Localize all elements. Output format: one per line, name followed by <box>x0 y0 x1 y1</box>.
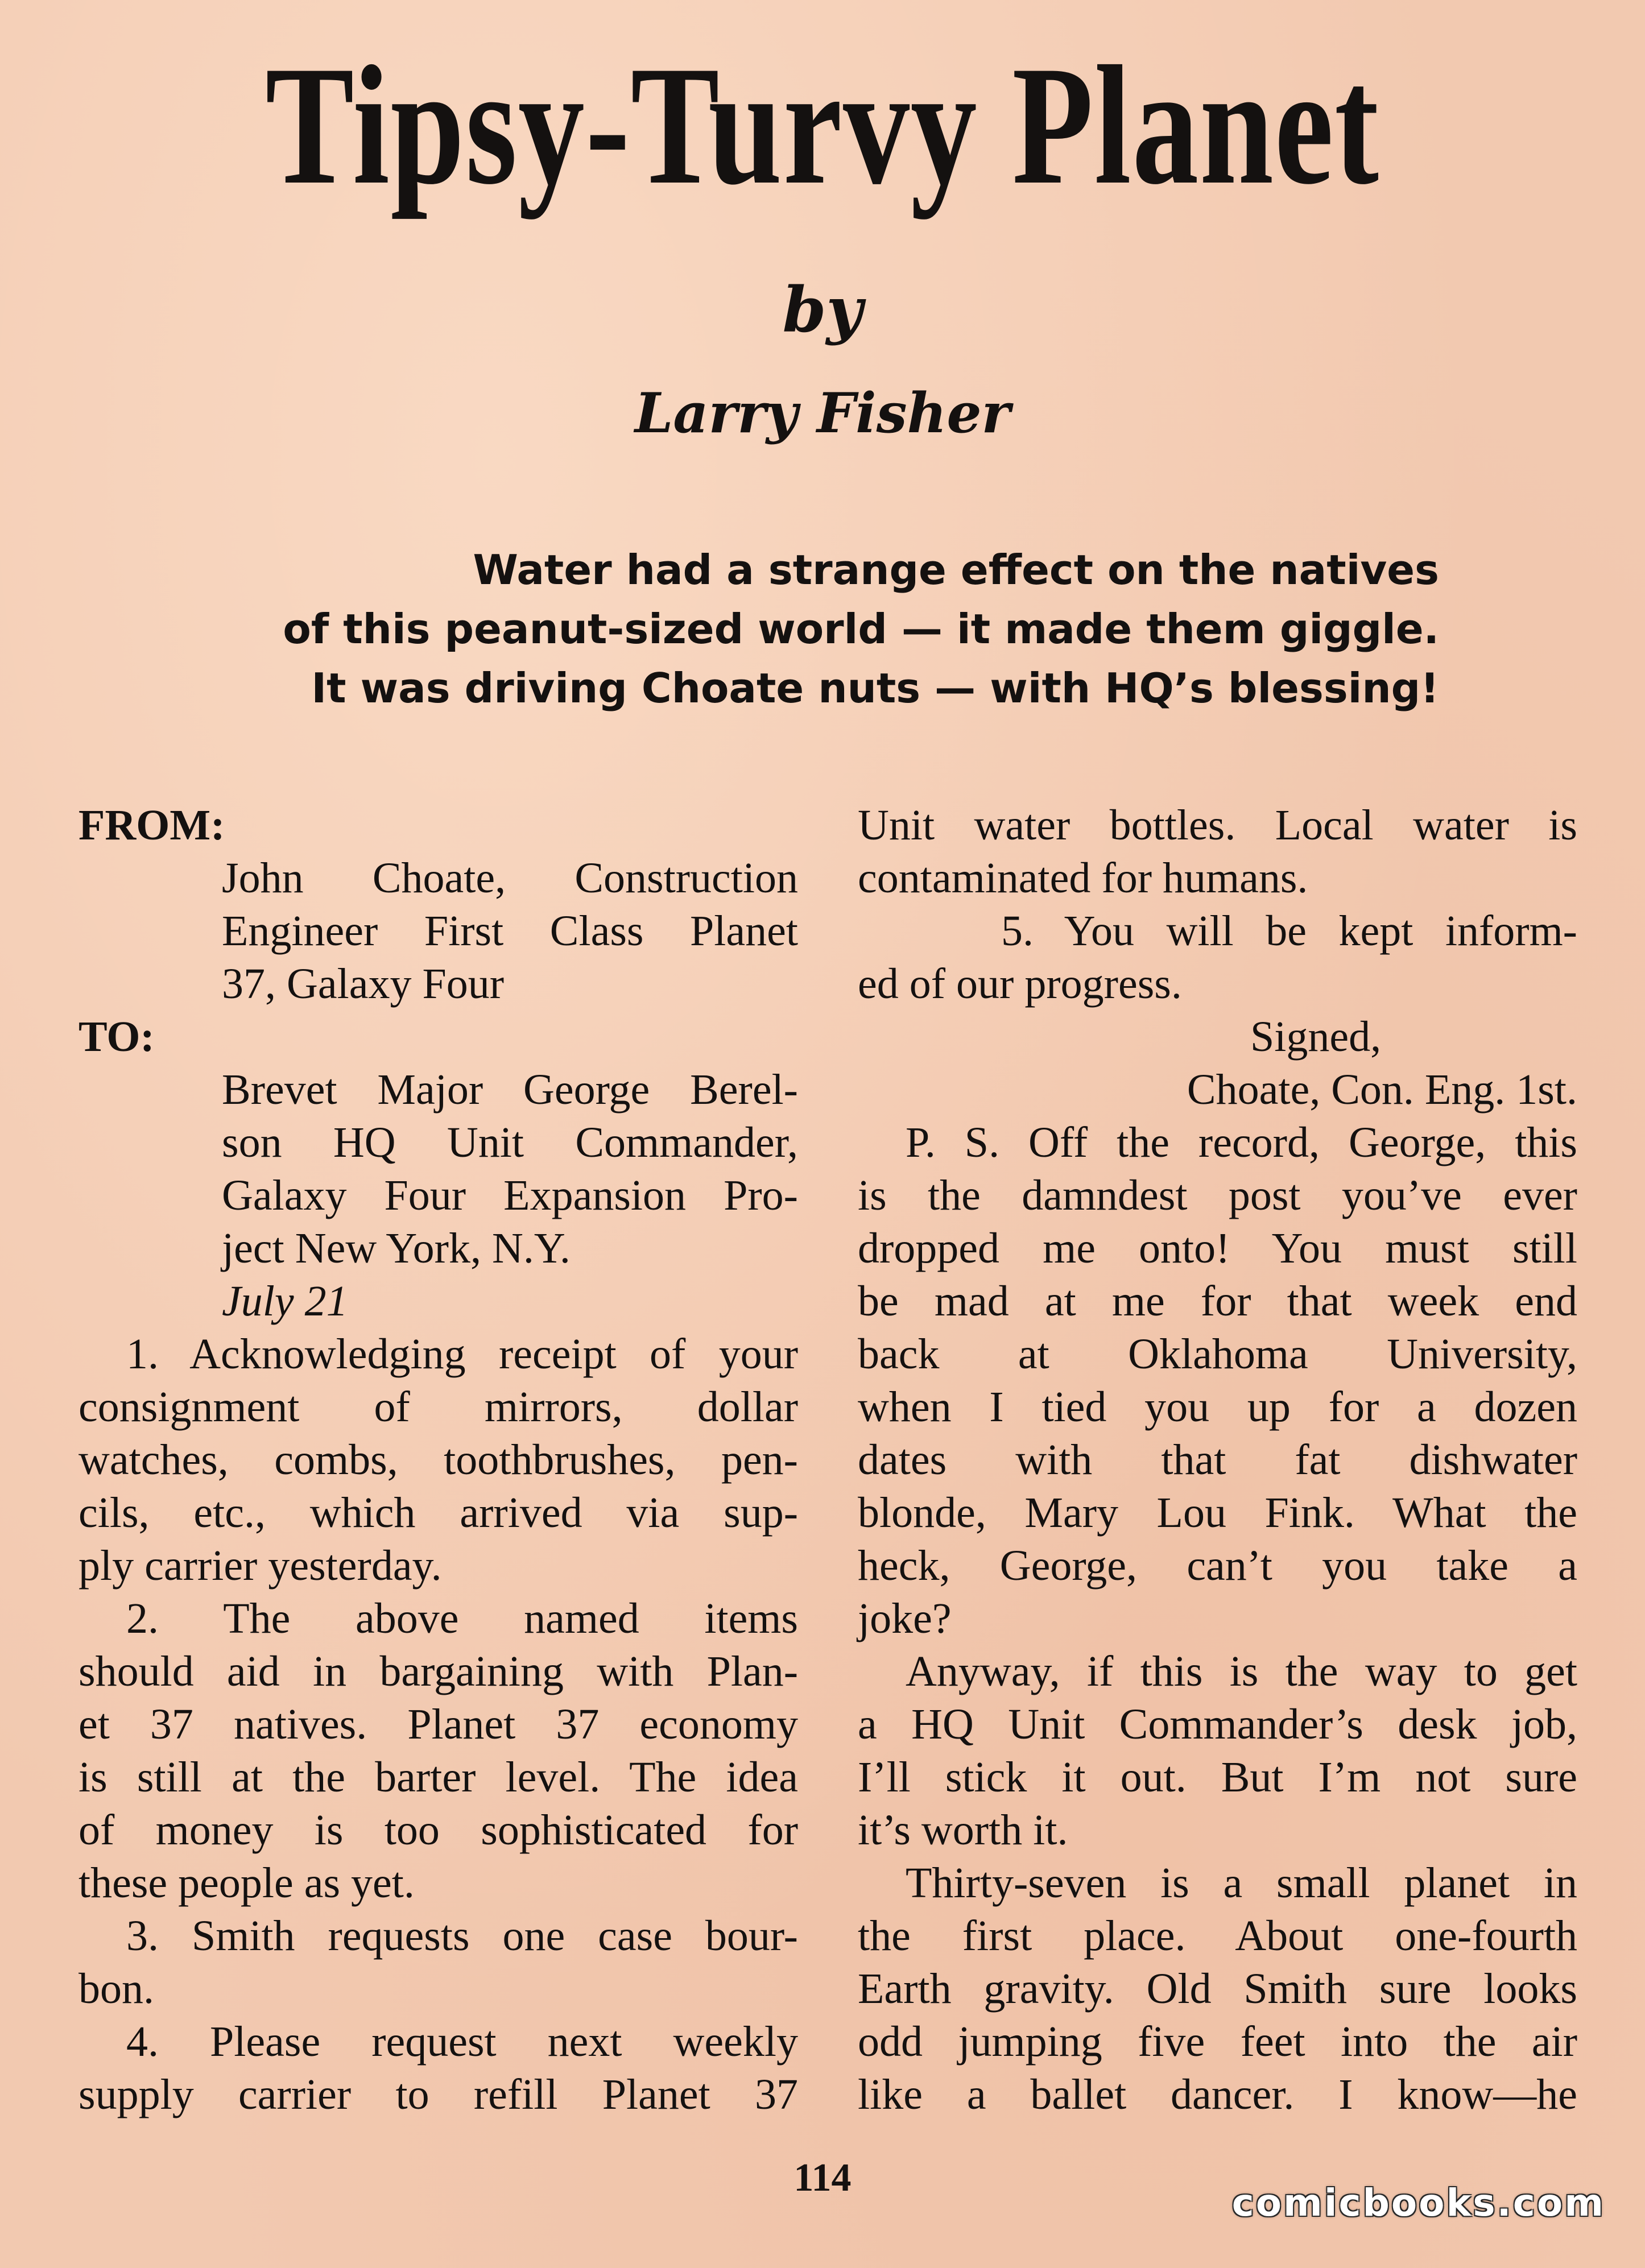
text-line: back at Oklahoma University, <box>858 1330 1577 1378</box>
text-line: it’s worth it. <box>858 1806 1068 1854</box>
text-line: is the damndest post you’ve ever <box>858 1172 1577 1219</box>
text-line: Thirty-seven is a small planet in <box>906 1859 1577 1907</box>
text-line: cils, etc., which arrived via sup- <box>78 1489 798 1537</box>
right-text-column <box>858 799 1577 2121</box>
text-line: a HQ Unit Commander’s desk job, <box>858 1700 1577 1748</box>
text-line: joke? <box>858 1595 952 1642</box>
text-line: dates with that fat dishwater <box>858 1436 1577 1484</box>
page-number: 114 <box>793 2156 852 2200</box>
text-line: 2. The above named items <box>126 1595 798 1642</box>
text-line: Engineer First Class Planet <box>222 907 798 955</box>
blurb-line: of this peanut-sized world — it made them giggle. <box>283 605 1439 653</box>
text-line: TO: <box>78 1013 155 1061</box>
text-line: P. S. Off the record, George, this <box>906 1119 1577 1166</box>
text-line: of money is too sophisticated for <box>78 1806 798 1854</box>
story-title: Tipsy-Turvy Planet <box>265 31 1380 220</box>
text-line: ply carrier yesterday. <box>78 1542 442 1590</box>
text-line: Choate, Con. Eng. 1st. <box>1187 1066 1577 1114</box>
text-line: heck, George, can’t you take a <box>858 1542 1577 1590</box>
text-line: Unit water bottles. Local water is <box>858 801 1577 849</box>
text-line: 3. Smith requests one case bour- <box>126 1912 798 1960</box>
text-line: should aid in bargaining with Plan- <box>78 1648 798 1695</box>
text-line: 37, Galaxy Four <box>222 960 505 1008</box>
text-line: Anyway, if this is the way to get <box>906 1648 1577 1695</box>
text-line: ject New York, N.Y. <box>222 1224 571 1272</box>
blurb-line: It was driving Choate nuts — with HQ’s blessing! <box>311 664 1439 712</box>
text-line: contaminated for humans. <box>858 854 1308 902</box>
text-line: bon. <box>78 1965 154 2013</box>
text-line: these people as yet. <box>78 1859 415 1907</box>
text-line: 4. Please request next weekly <box>126 2018 798 2066</box>
byline-prefix: by <box>782 273 863 346</box>
text-line: be mad at me for that week end <box>858 1277 1577 1325</box>
text-line: I’ll stick it out. But I’m not sure <box>858 1753 1577 1801</box>
text-line: watches, combs, toothbrushes, pen- <box>78 1436 798 1484</box>
text-line: when I tied you up for a dozen <box>858 1383 1577 1431</box>
text-line: the first place. About one-fourth <box>858 1912 1577 1960</box>
text-line: dropped me onto! You must still <box>858 1224 1577 1272</box>
left-text-column <box>78 799 798 2121</box>
text-line: odd jumping five feet into the air <box>858 2018 1577 2066</box>
text-line: Signed, <box>1250 1013 1382 1061</box>
text-line: John Choate, Construction <box>222 854 798 902</box>
text-line: July 21 <box>222 1277 348 1325</box>
text-line: 5. You will be kept inform- <box>1001 907 1577 955</box>
text-line: Brevet Major George Berel- <box>222 1066 798 1114</box>
text-line: supply carrier to refill Planet 37 <box>78 2071 798 2118</box>
text-line: Earth gravity. Old Smith sure looks <box>858 1965 1577 2013</box>
site-watermark: comicbooks.com <box>1231 2181 1605 2225</box>
author-name: Larry Fisher <box>634 381 1011 445</box>
text-line: ed of our progress. <box>858 960 1182 1008</box>
text-line: blonde, Mary Lou Fink. What the <box>858 1489 1577 1537</box>
story-blurb <box>216 540 1439 718</box>
text-line: is still at the barter level. The idea <box>78 1753 798 1801</box>
text-line: consignment of mirrors, dollar <box>78 1383 798 1431</box>
text-line: FROM: <box>78 801 225 849</box>
text-line: like a ballet dancer. I know—he <box>858 2071 1577 2118</box>
blurb-line: Water had a strange effect on the natives <box>473 546 1439 594</box>
text-line: Galaxy Four Expansion Pro- <box>222 1172 798 1219</box>
text-line: son HQ Unit Commander, <box>222 1119 798 1166</box>
text-line: et 37 natives. Planet 37 economy <box>78 1700 798 1748</box>
text-line: 1. Acknowledging receipt of your <box>126 1330 798 1378</box>
